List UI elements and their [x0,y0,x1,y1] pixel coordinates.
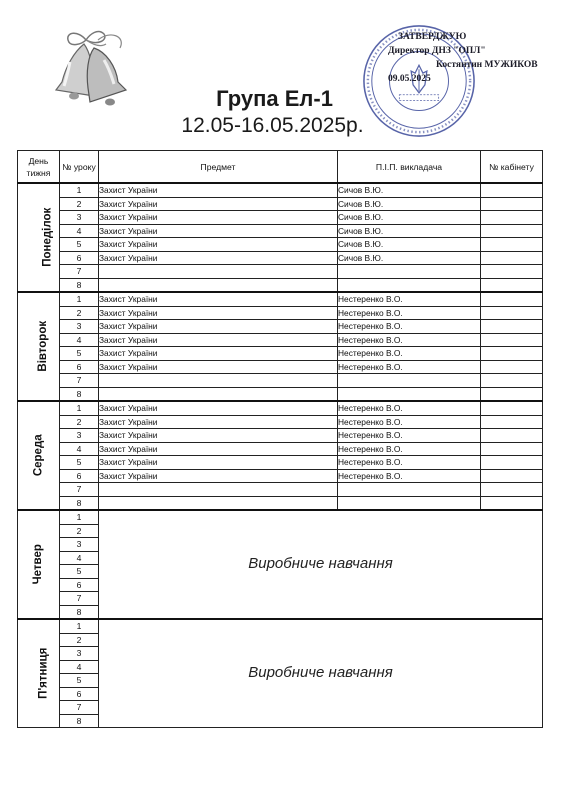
lesson-number: 4 [60,333,99,347]
lesson-teacher [338,483,481,497]
lesson-subject: Захист України [99,292,338,306]
lesson-room [481,360,543,374]
table-row [18,387,543,401]
table-row [18,306,543,320]
lesson-subject: Захист України [99,360,338,374]
lesson-number: 7 [60,374,99,388]
lesson-teacher: Нестеренко В.О. [338,320,481,334]
lesson-teacher: Сичов В.Ю. [338,251,481,265]
table-row [18,238,543,252]
lesson-room [481,251,543,265]
period-title: 12.05-16.05.2025р. [181,114,364,137]
table-row [18,429,543,443]
lesson-number: 4 [60,224,99,238]
lesson-teacher: Нестеренко В.О. [338,469,481,483]
lesson-subject: Захист України [99,224,338,238]
lesson-number: 6 [60,360,99,374]
lesson-teacher: Нестеренко В.О. [338,292,481,306]
day-cell [18,510,60,619]
lesson-room [481,292,543,306]
lesson-number: 3 [60,211,99,225]
lesson-subject: Захист України [99,238,338,252]
lesson-subject: Захист України [99,469,338,483]
lesson-number: 5 [60,565,99,579]
lesson-subject: Захист України [99,456,338,470]
lesson-room [481,306,543,320]
lesson-room [481,387,543,401]
lesson-room [481,211,543,225]
table-row [18,415,543,429]
lesson-number: 1 [60,292,99,306]
lesson-room [481,496,543,510]
approval-signer: Костянтин МУЖИКОВ [436,60,538,70]
lesson-subject [99,278,338,292]
lesson-subject: Захист України [99,401,338,415]
schedule-body [18,183,543,728]
lesson-teacher: Нестеренко В.О. [338,456,481,470]
lesson-teacher: Сичов В.Ю. [338,183,481,197]
lesson-subject: Захист України [99,442,338,456]
table-row [18,224,543,238]
lesson-teacher: Нестеренко В.О. [338,442,481,456]
lesson-number: 4 [60,660,99,674]
lesson-number: 5 [60,674,99,688]
lesson-number: 3 [60,538,99,552]
day-cell [18,401,60,510]
day-cell [18,619,60,728]
lesson-subject: Захист України [99,306,338,320]
table-row [18,347,543,361]
table-row [18,292,543,306]
lesson-teacher: Нестеренко В.О. [338,401,481,415]
lesson-room [481,278,543,292]
lesson-teacher: Сичов В.Ю. [338,197,481,211]
lesson-teacher [338,278,481,292]
lesson-subject [99,374,338,388]
day-cell [18,292,60,401]
lesson-number: 1 [60,619,99,633]
lesson-room [481,429,543,443]
approval-heading: ЗАТВЕРДЖУЮ [398,32,467,42]
lesson-subject: Захист України [99,197,338,211]
lesson-room [481,401,543,415]
lesson-room [481,238,543,252]
lesson-number: 2 [60,415,99,429]
day-cell [18,183,60,292]
lesson-room [481,483,543,497]
lesson-subject: Захист України [99,429,338,443]
lesson-room [481,197,543,211]
table-row [18,510,543,524]
lesson-number: 8 [60,496,99,510]
table-row [18,183,543,197]
lesson-subject: Захист України [99,183,338,197]
practice-cell: Виробниче навчання [99,619,543,728]
header-lesson: № уроку [60,151,99,184]
lesson-room [481,347,543,361]
table-row [18,251,543,265]
lesson-room [481,442,543,456]
approval-block [388,30,538,86]
table-row [18,401,543,415]
lesson-subject [99,387,338,401]
lesson-subject: Захист України [99,333,338,347]
lesson-number: 1 [60,401,99,415]
table-row [18,360,543,374]
lesson-number: 3 [60,429,99,443]
lesson-number: 3 [60,320,99,334]
lesson-teacher: Нестеренко В.О. [338,415,481,429]
lesson-subject: Захист України [99,251,338,265]
lesson-number: 7 [60,592,99,606]
day-label: Четвер [32,544,45,585]
lesson-room [481,374,543,388]
lesson-number: 7 [60,265,99,279]
lesson-teacher [338,496,481,510]
lesson-number: 5 [60,456,99,470]
day-label: Понеділок [41,207,54,268]
lesson-teacher: Нестеренко В.О. [338,360,481,374]
lesson-teacher: Сичов В.Ю. [338,211,481,225]
lesson-room [481,469,543,483]
schedule-table [17,150,543,728]
approval-position: Директор ДНЗ "ОПЛ" [388,46,486,56]
lesson-subject: Захист України [99,211,338,225]
table-row [18,469,543,483]
header-subject: Предмет [99,151,338,184]
lesson-number: 4 [60,442,99,456]
day-label: П'ятниця [37,647,50,700]
lesson-teacher [338,374,481,388]
lesson-number: 1 [60,510,99,524]
table-row [18,483,543,497]
lesson-number: 8 [60,387,99,401]
approval-date: 09.05.2025 [388,74,431,84]
lesson-subject: Захист України [99,415,338,429]
table-row [18,374,543,388]
header-teacher: П.І.П. викладача [338,151,481,184]
group-title: Група Ел-1 [216,86,333,111]
lesson-teacher: Сичов В.Ю. [338,224,481,238]
lesson-subject [99,483,338,497]
day-label: Середа [32,434,45,477]
table-row [18,197,543,211]
lesson-number: 5 [60,238,99,252]
lesson-number: 8 [60,714,99,728]
table-row [18,278,543,292]
lesson-teacher: Нестеренко В.О. [338,429,481,443]
lesson-number: 2 [60,306,99,320]
lesson-number: 2 [60,524,99,538]
lesson-number: 6 [60,469,99,483]
lesson-teacher: Сичов В.Ю. [338,238,481,252]
lesson-number: 6 [60,687,99,701]
lesson-teacher: Нестеренко В.О. [338,333,481,347]
lesson-number: 4 [60,551,99,565]
lesson-room [481,224,543,238]
lesson-room [481,320,543,334]
lesson-number: 8 [60,605,99,619]
lesson-number: 7 [60,483,99,497]
lesson-room [481,265,543,279]
table-header-row [18,151,543,184]
lesson-number: 7 [60,701,99,715]
table-row [18,333,543,347]
lesson-teacher: Нестеренко В.О. [338,306,481,320]
table-row [18,320,543,334]
lesson-number: 3 [60,647,99,661]
lesson-teacher: Нестеренко В.О. [338,347,481,361]
lesson-subject [99,496,338,510]
lesson-room [481,333,543,347]
lesson-room [481,183,543,197]
table-row [18,619,543,633]
table-row [18,456,543,470]
lesson-teacher [338,265,481,279]
table-row [18,265,543,279]
table-row [18,211,543,225]
header-day: День тижня [18,151,60,184]
lesson-subject: Захист України [99,347,338,361]
lesson-subject [99,265,338,279]
lesson-room [481,415,543,429]
lesson-teacher [338,387,481,401]
lesson-number: 6 [60,251,99,265]
lesson-subject: Захист України [99,320,338,334]
lesson-number: 1 [60,183,99,197]
lesson-number: 6 [60,578,99,592]
lesson-number: 2 [60,197,99,211]
lesson-number: 2 [60,633,99,647]
day-label: Вівторок [37,321,50,372]
table-row [18,496,543,510]
lesson-room [481,456,543,470]
practice-cell: Виробниче навчання [99,510,543,619]
lesson-number: 5 [60,347,99,361]
table-row [18,442,543,456]
header-room: № кабінету [481,151,543,184]
lesson-number: 8 [60,278,99,292]
